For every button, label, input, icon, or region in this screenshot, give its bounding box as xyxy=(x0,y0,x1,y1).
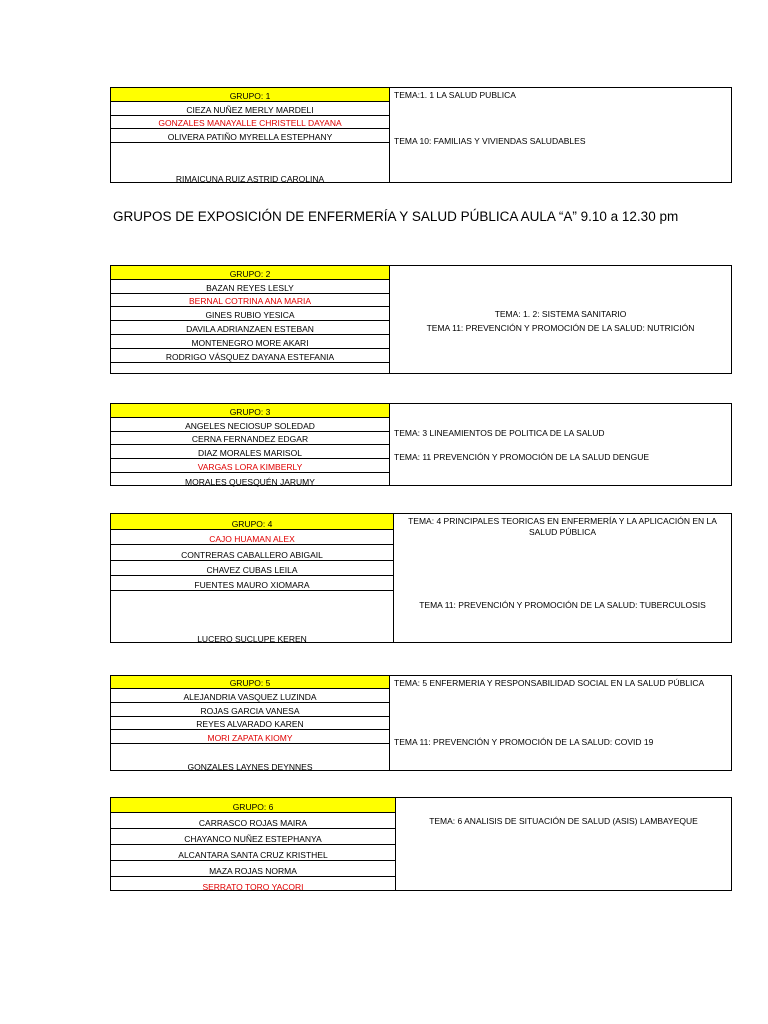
group-table xyxy=(110,513,732,643)
topic-text: TEMA: 6 ANALISIS DE SITUACIÓN DE SALUD (ASIS) LAMBAYEQUE xyxy=(429,816,698,826)
member-name: LUCERO SUCLUPE KEREN xyxy=(197,633,307,644)
member-name: MONTENEGRO MORE AKARI xyxy=(111,335,389,349)
member-name: RIMAICUNA RUIZ ASTRID CAROLINA xyxy=(175,173,325,184)
member-name: ROJAS GARCIA VANESA xyxy=(111,703,389,717)
topic-text: TEMA 10: FAMILIAS Y VIVIENDAS SALUDABLES xyxy=(394,136,586,146)
member-name: REYES ALVARADO KAREN xyxy=(111,717,389,730)
group-header: GRUPO: 6 xyxy=(111,798,395,813)
group-header: GRUPO: 5 xyxy=(111,676,389,689)
group-topics-cell xyxy=(390,87,732,183)
member-name: MAZA ROJAS NORMA xyxy=(111,861,395,877)
group-topics-cell xyxy=(394,513,732,643)
member-name: CAJO HUAMAN ALEX xyxy=(111,530,393,545)
topic-text: TEMA 11: PREVENCIÓN Y PROMOCIÓN DE LA SALUD: COVID 19 xyxy=(394,737,654,747)
member-name: BAZAN REYES LESLY xyxy=(111,280,389,294)
member-name: DAVILA ADRIANZAEN ESTEBAN xyxy=(111,321,389,335)
member-name xyxy=(111,363,389,375)
member-name: FUENTES MAURO XIOMARA xyxy=(111,576,393,591)
member-name: CHAVEZ CUBAS LEILA xyxy=(111,561,393,576)
topic-text: TEMA: 5 ENFERMERIA Y RESPONSABILIDAD SOCIAL EN LA SALUD PÚBLICA xyxy=(394,678,705,688)
group-member-column xyxy=(110,403,390,486)
group-topics-cell xyxy=(390,675,732,771)
group-member-column xyxy=(110,675,390,771)
group-header: GRUPO: 2 xyxy=(111,266,389,280)
member-name: CERNA FERNANDEZ EDGAR xyxy=(111,432,389,445)
member-name: CARRASCO ROJAS MAIRA xyxy=(111,813,395,829)
group-table xyxy=(110,675,732,771)
group-topics-cell xyxy=(390,403,732,486)
member-name: OLIVERA PATIÑO MYRELLA ESTEPHANY xyxy=(111,129,389,143)
group-member-column xyxy=(110,265,390,374)
member-name: MORI ZAPATA KIOMY xyxy=(111,730,389,744)
topic-text: TEMA 11: PREVENCIÓN Y PROMOCIÓN DE LA SALUD: NUTRICIÓN xyxy=(426,323,695,333)
topic-text: TEMA: 3 LINEAMIENTOS DE POLITICA DE LA SALUD xyxy=(394,428,605,438)
member-name: DIAZ MORALES MARISOL xyxy=(111,445,389,459)
member-name: SERRATO TORO YACORI xyxy=(202,881,304,892)
topic-text: TEMA:1. 1 LA SALUD PUBLICA xyxy=(394,90,516,100)
member-name: GONZALES MANAYALLE CHRISTELL DAYANA xyxy=(111,116,389,129)
member-name: MORALES QUESQUÉN JARUMY xyxy=(185,476,315,487)
member-name: GINES RUBIO YESICA xyxy=(111,307,389,321)
page-title: GRUPOS DE EXPOSICIÓN DE ENFERMERÍA Y SALUD PÚBLICA AULA “A” 9.10 a 12.30 pm xyxy=(113,209,679,224)
member-name: ALCANTARA SANTA CRUZ KRISTHEL xyxy=(111,845,395,861)
member-name: CHAYANCO NUÑEZ ESTEPHANYA xyxy=(111,829,395,845)
member-name: CIEZA NUÑEZ MERLY MARDELI xyxy=(111,102,389,116)
group-member-column xyxy=(110,87,390,183)
member-name: RODRIGO VÁSQUEZ DAYANA ESTEFANIA xyxy=(111,349,389,363)
group-member-column xyxy=(110,513,394,643)
group-table xyxy=(110,265,732,374)
member-name: ANGELES NECIOSUP SOLEDAD xyxy=(111,418,389,432)
group-header: GRUPO: 1 xyxy=(111,88,389,102)
topic-text: TEMA: 11 PREVENCIÓN Y PROMOCIÓN DE LA SALUD DENGUE xyxy=(394,452,650,462)
member-name: BERNAL COTRINA ANA MARIA xyxy=(111,294,389,307)
group-header: GRUPO: 4 xyxy=(111,514,393,530)
group-topics-cell xyxy=(396,797,732,891)
member-name: ALEJANDRIA VASQUEZ LUZINDA xyxy=(111,689,389,703)
topic-text: TEMA 11: PREVENCIÓN Y PROMOCIÓN DE LA SALUD: TUBERCULOSIS xyxy=(419,600,706,610)
topic-text: TEMA: 4 PRINCIPALES TEORICAS EN ENFERMERÍA Y LA APLICACIÓN EN LA SALUD PÚBLICA xyxy=(408,516,717,538)
group-header: GRUPO: 3 xyxy=(111,404,389,418)
group-table xyxy=(110,797,732,891)
member-name: CONTRERAS CABALLERO ABIGAIL xyxy=(111,545,393,561)
group-topics-cell xyxy=(390,265,732,374)
topic-text: TEMA: 1. 2: SISTEMA SANITARIO xyxy=(494,309,627,319)
group-table xyxy=(110,87,732,183)
member-name: VARGAS LORA KIMBERLY xyxy=(111,459,389,473)
group-member-column xyxy=(110,797,396,891)
member-name: GONZALES LAYNES DEYNNES xyxy=(187,761,313,772)
group-table xyxy=(110,403,732,486)
